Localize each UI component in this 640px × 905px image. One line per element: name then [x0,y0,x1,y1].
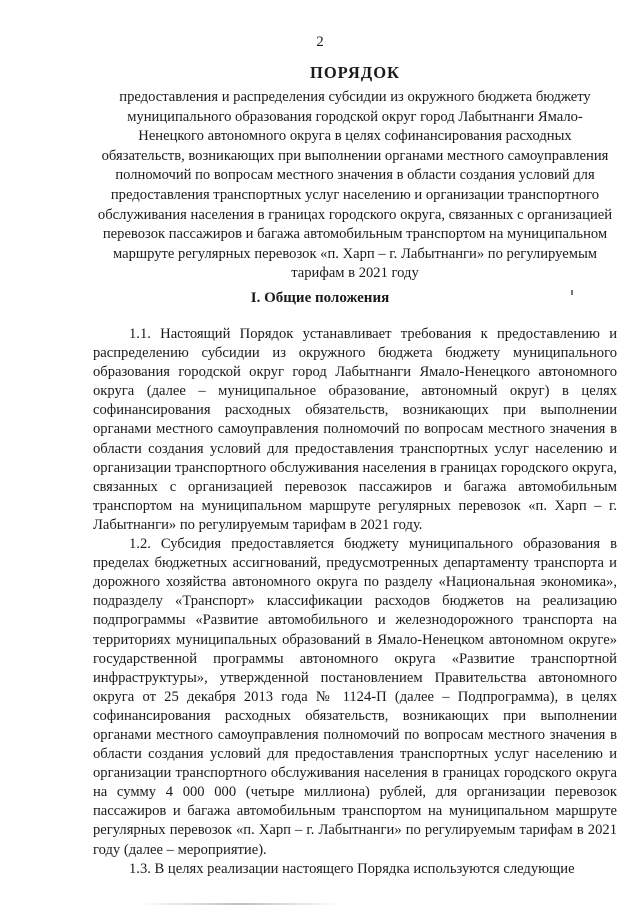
title-block [95,62,615,284]
document-title: ПОРЯДОК [310,63,400,82]
page-number: 2 [316,34,324,50]
paragraph-1-1: 1.1. Настоящий Порядок устанавливает требования к предоставлению и распределению субсидии из окружного бюджета бюджету муниципального образования городской округ город Лабытнанги Ямало-Ненецкого автономного округа (далее – муниципальное образование, автономный округ) в целях софинансирования расходных обязательств, возникающих при выполнении органами местного самоуправления полномочий по вопросам местного значения в области создания условий для предоставления транспортных услуг населению и организации транспортного обслуживания населения в границах городского округа, связанных с организацией перевозок пассажиров и багажа автомобильным транспортом на муниципальном маршруте регулярных перевозок «п. Харп – г. Лабытнанги» по регулируемым тарифам в 2021 году. [93,326,617,533]
paragraph-1-3: 1.3. В целях реализации настоящего Порядка используются следующие [129,860,575,877]
document-subtitle: предоставления и распределения субсидии из окружного бюджета бюджету муниципального образования городской округ город Лабытнанги Ямало-Ненецкого автономного округа в целях софинансирования расходных обязательств, возникающих при выполнении органами местного самоуправления полномочий по вопросам местного значения в области создания условий для предоставления транспортных услуг населению и организации транспортного обслуживания населения в границах городского округа, связанных с организацией перевозок пассажиров и багажа автомобильным транспортом на муниципальном маршруте регулярных перевозок «п. Харп – г. Лабытнанги» по регулируемым тарифам в 2021 году [97,89,613,282]
section-body [93,325,617,879]
paragraph-1-2: 1.2. Субсидия предоставляется бюджету муниципального образования в пределах бюджетных ассигнований, предусмотренных департаменту транспорта и дорожного хозяйства автономного округа по разделу «Национальная экономика», подразделу «Транспорт» классификации расходов бюджетов на реализацию подпрограммы «Развитие автомобильного и железнодорожного транспорта на территориях муниципальных образований в Ямало-Ненецком автономном округе» государственной программы автономного округа «Развитие транспортной инфраструктуры», утвержденной постановлением Правительства автономного округа от 25 декабря 2013 года № 1124-П (далее – Подпрограмма), в целях софинансирования расходных обязательств, возникающих при выполнении органами местного самоуправления полномочий по вопросам местного значения в области создания условий для предоставления транспортных услуг населению и организации транспортного обслуживания населения в границах городского округа на сумму 4 000 000 (четыре миллиона) рублей, для организации перевозок пассажиров и багажа автомобильным транспортом на муниципальном маршруте регулярных перевозок «п. Харп – г. Лабытнанги» по регулируемым тарифам в 2021 году (далее – мероприятие). [93,536,617,858]
section-heading: I. Общие положения [250,290,390,306]
